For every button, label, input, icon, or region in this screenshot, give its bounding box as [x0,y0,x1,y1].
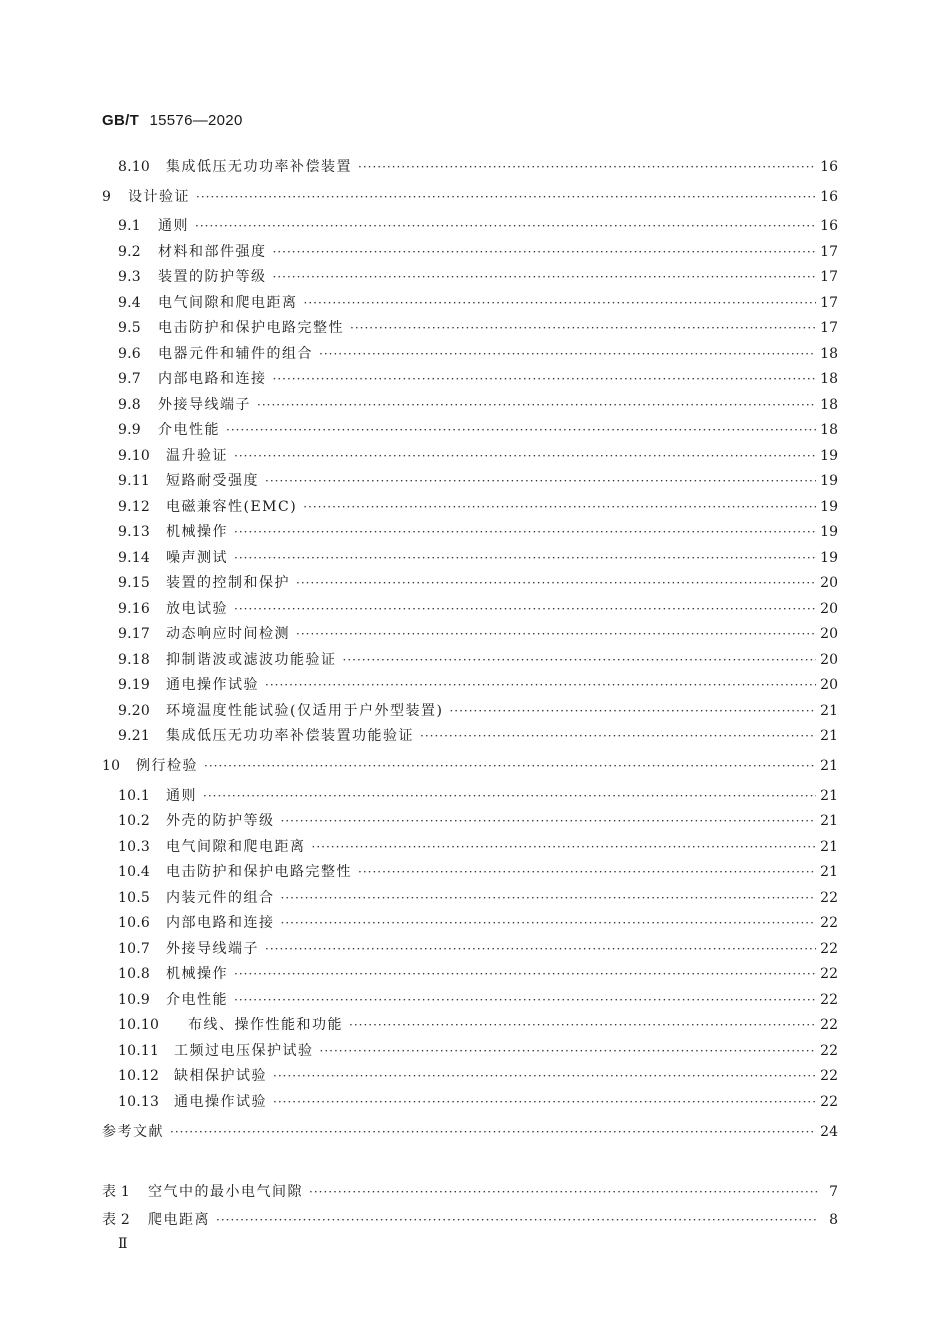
toc-entry[interactable] [102,862,838,882]
dot-leader [226,420,816,440]
toc-entry-number: 10.3 [118,839,150,855]
toc-entry-number: 10.13 [118,1094,160,1110]
toc-entry-number: 9.13 [118,524,150,540]
dot-leader [312,837,817,857]
toc-entry-title: 机械操作 [166,524,228,540]
toc-entry[interactable] [102,1092,838,1112]
toc-entry-title: 内装元件的组合 [166,890,275,906]
toc-entry[interactable] [102,990,838,1010]
standard-code: GB/T [102,112,140,129]
toc-entry[interactable] [102,187,838,207]
dot-leader [195,216,816,236]
toc-entry-page: 20 [820,601,838,617]
toc-entry-page: 22 [820,1068,838,1084]
toc-entry-title: 介电性能 [158,422,220,438]
toc-entry-page: 19 [820,524,838,540]
toc-entry-number: 9.17 [118,626,150,642]
toc-entry-title: 内部电路和连接 [158,371,267,387]
toc-entry[interactable] [102,1015,838,1035]
toc-entry-number: 9.6 [118,346,141,362]
toc-entry-page: 16 [820,218,838,234]
toc-entry-title: 设计验证 [128,189,190,205]
toc-entry-page: 21 [820,728,838,744]
toc-entry-number: 9.16 [118,601,150,617]
dot-leader [265,675,816,695]
toc-entry-page: 24 [820,1124,838,1140]
toc-entry-number: 10.7 [118,941,150,957]
toc-entry-page: 21 [820,703,838,719]
toc-entry-title: 噪声测试 [166,550,228,566]
toc-entry-page: 22 [820,941,838,957]
toc-entry[interactable] [102,318,838,338]
toc-entry-title: 通则 [166,788,197,804]
toc-entry-title: 布线、操作性能和功能 [188,1017,343,1033]
toc-entry-title: 爬电距离 [148,1212,210,1228]
toc-entry-title: 电击防护和保护电路完整性 [166,864,352,880]
toc-entry-title: 外壳的防护等级 [166,813,275,829]
toc-entry-title: 装置的控制和保护 [166,575,290,591]
toc-entry-number: 表 1 [102,1184,130,1200]
toc-entry-number: 8.10 [118,159,150,175]
toc-entry-title: 内部电路和连接 [166,915,275,931]
dot-leader [296,624,816,644]
toc-entry-number: 9.21 [118,728,150,744]
dot-leader [273,1066,816,1086]
toc-entry[interactable] [102,701,838,721]
toc-entry-title: 参考文献 [102,1124,164,1140]
toc-entry-title: 通电操作试验 [166,677,259,693]
toc-entry[interactable] [102,420,838,440]
dot-leader [420,726,816,746]
toc-entry-title: 抑制谐波或滤波功能验证 [166,652,337,668]
toc-entry-page: 22 [820,966,838,982]
toc-entry-number: 9.8 [118,397,141,413]
toc-entry-title: 电器元件和辅件的组合 [158,346,313,362]
dot-leader [170,1122,816,1142]
dot-leader [273,369,817,389]
list-of-tables-entry[interactable] [102,1210,838,1230]
dot-leader [204,756,816,776]
toc-entry-page: 19 [820,550,838,566]
toc-entry-title: 通则 [158,218,189,234]
toc-entry-title: 温升验证 [166,448,228,464]
toc-entry-number: 9.11 [118,473,150,489]
dot-leader [296,573,816,593]
toc-entry[interactable] [102,446,838,466]
toc-entry[interactable] [102,573,838,593]
toc-entry-number: 10.8 [118,966,150,982]
toc-entry-number: 9.14 [118,550,150,566]
toc-entry-title: 动态响应时间检测 [166,626,290,642]
toc-entry[interactable] [102,888,838,908]
dot-leader [350,318,816,338]
toc-entry[interactable] [102,548,838,568]
toc-entry-title: 工频过电压保护试验 [174,1043,314,1059]
toc-entry[interactable] [102,811,838,831]
toc-entry-number: 9.20 [118,703,150,719]
toc-entry[interactable] [102,675,838,695]
dot-leader [273,267,817,287]
toc-entry-title: 电击防护和保护电路完整性 [158,320,344,336]
toc-entry[interactable] [102,756,838,776]
toc-entry-number: 10.2 [118,813,150,829]
dot-leader [234,964,816,984]
toc-entry-title: 介电性能 [166,992,228,1008]
toc-entry-title: 集成低压无功功率补偿装置功能验证 [166,728,414,744]
toc-entry[interactable] [102,395,838,415]
toc-entry[interactable] [102,267,838,287]
dot-leader [320,1041,817,1061]
dot-leader [343,650,817,670]
dot-leader [257,395,816,415]
toc-entry-page: 22 [820,915,838,931]
toc-entry-title: 电气间隙和爬电距离 [158,295,298,311]
toc-entry-number: 10 [102,758,121,774]
toc-entry[interactable] [102,522,838,542]
toc-entry[interactable] [102,497,838,517]
toc-entry[interactable] [102,599,838,619]
toc-entry-page: 18 [820,397,838,413]
toc-entry[interactable] [102,1066,838,1086]
toc-entry-page: 20 [820,626,838,642]
toc-entry-title: 环境温度性能试验(仅适用于户外型装置) [166,703,444,719]
toc-entry-number: 9.2 [118,244,141,260]
toc-entry[interactable] [102,650,838,670]
dot-leader [273,1092,816,1112]
toc-entry-number: 10.4 [118,864,150,880]
toc-entry-page: 22 [820,1094,838,1110]
toc-entry-page: 16 [820,159,838,175]
dot-leader [265,939,816,959]
toc-entry[interactable] [102,1041,838,1061]
toc-entry-page: 17 [820,269,838,285]
dot-leader [449,701,816,721]
dot-leader [196,187,816,207]
toc-entry[interactable] [102,293,838,313]
dot-leader [234,522,816,542]
toc-entry-title: 通电操作试验 [174,1094,267,1110]
standard-number: 15576—2020 [149,112,243,129]
toc-entry-page: 19 [820,448,838,464]
toc-entry-number: 9.19 [118,677,150,693]
toc-entry-number: 9.4 [118,295,141,311]
toc-entry[interactable] [102,837,838,857]
toc-entry-number: 10.11 [118,1043,160,1059]
toc-entry-number: 9.9 [118,422,141,438]
dot-leader [309,1182,818,1202]
toc-entry-number: 9.3 [118,269,141,285]
dot-leader [304,293,817,313]
toc-entry-title: 装置的防护等级 [158,269,267,285]
toc-entry-page: 21 [820,788,838,804]
toc-entry[interactable] [102,471,838,491]
toc-entry-number: 10.1 [118,788,150,804]
dot-leader [265,471,816,491]
toc-entry-page: 22 [820,890,838,906]
toc-entry[interactable] [102,726,838,746]
toc-entry[interactable] [102,344,838,364]
dot-leader [234,990,816,1010]
dot-leader [216,1210,818,1230]
toc-entry-page: 22 [820,992,838,1008]
toc-entry-number: 9.1 [118,218,141,234]
toc-entry-page: 20 [820,652,838,668]
toc-entry-title: 集成低压无功功率补偿装置 [166,159,352,175]
dot-leader [358,862,816,882]
toc-entry-title: 例行检验 [136,758,198,774]
dot-leader [358,157,816,177]
toc-entry[interactable] [102,369,838,389]
toc-entry-number: 9.15 [118,575,150,591]
toc-entry-page: 21 [820,758,838,774]
toc-entry-page: 20 [820,677,838,693]
toc-entry-page: 21 [820,813,838,829]
dot-leader [303,497,816,517]
toc-entry-page: 21 [820,839,838,855]
toc-entry-title: 电气间隙和爬电距离 [166,839,306,855]
toc-entry[interactable] [102,624,838,644]
toc-entry-page: 17 [820,244,838,260]
document-header [102,112,243,129]
dot-leader [203,786,816,806]
toc-entry[interactable] [102,913,838,933]
toc-entry-title: 短路耐受强度 [166,473,259,489]
toc-entry-title: 电磁兼容性(EMC) [166,499,298,515]
toc-entry-title: 外接导线端子 [158,397,251,413]
toc-entry-number: 9.7 [118,371,141,387]
toc-entry-number: 表 2 [102,1212,130,1228]
toc-entry[interactable] [102,939,838,959]
toc-entry-title: 外接导线端子 [166,941,259,957]
toc-entry-number: 9.10 [118,448,150,464]
toc-entry-page: 22 [820,1043,838,1059]
toc-entry-title: 缺相保护试验 [174,1068,267,1084]
dot-leader [234,446,816,466]
toc-entry-page: 19 [820,473,838,489]
toc-entry-title: 机械操作 [166,966,228,982]
toc-entry-page: 20 [820,575,838,591]
toc-entry[interactable] [102,242,838,262]
dot-leader [281,811,817,831]
toc-entry-page: 18 [820,422,838,438]
toc-entry-title: 材料和部件强度 [158,244,267,260]
page-number: Ⅱ [118,1236,128,1252]
toc-entry-number: 10.10 [118,1017,160,1033]
toc-entry[interactable] [102,786,838,806]
toc-entry-page: 17 [820,320,838,336]
toc-entry[interactable] [102,157,838,177]
toc-entry-number: 9.12 [118,499,150,515]
toc-entry[interactable] [102,964,838,984]
toc-entry-number: 10.5 [118,890,150,906]
toc-entry-title: 空气中的最小电气间隙 [148,1184,303,1200]
dot-leader [349,1015,816,1035]
toc-entry[interactable] [102,1122,838,1142]
toc-entry-number: 9.18 [118,652,150,668]
toc-entry-page: 17 [820,295,838,311]
toc-entry-page: 16 [820,189,838,205]
toc-entry-number: 10.9 [118,992,150,1008]
toc-entry-number: 9 [102,189,112,205]
toc-entry-number: 10.12 [118,1068,160,1084]
dot-leader [319,344,816,364]
toc-entry-page: 7 [829,1184,838,1200]
toc-entry-page: 19 [820,499,838,515]
toc-entry-page: 18 [820,346,838,362]
dot-leader [273,242,817,262]
dot-leader [234,599,816,619]
toc-entry[interactable] [102,216,838,236]
toc-entry-number: 10.6 [118,915,150,931]
toc-entry-page: 8 [829,1212,838,1228]
dot-leader [234,548,816,568]
toc-entry-page: 21 [820,864,838,880]
toc-entry-page: 22 [820,1017,838,1033]
dot-leader [281,913,817,933]
toc-entry-number: 9.5 [118,320,141,336]
toc-entry-title: 放电试验 [166,601,228,617]
list-of-tables-entry[interactable] [102,1182,838,1202]
toc-entry-page: 18 [820,371,838,387]
dot-leader [281,888,817,908]
